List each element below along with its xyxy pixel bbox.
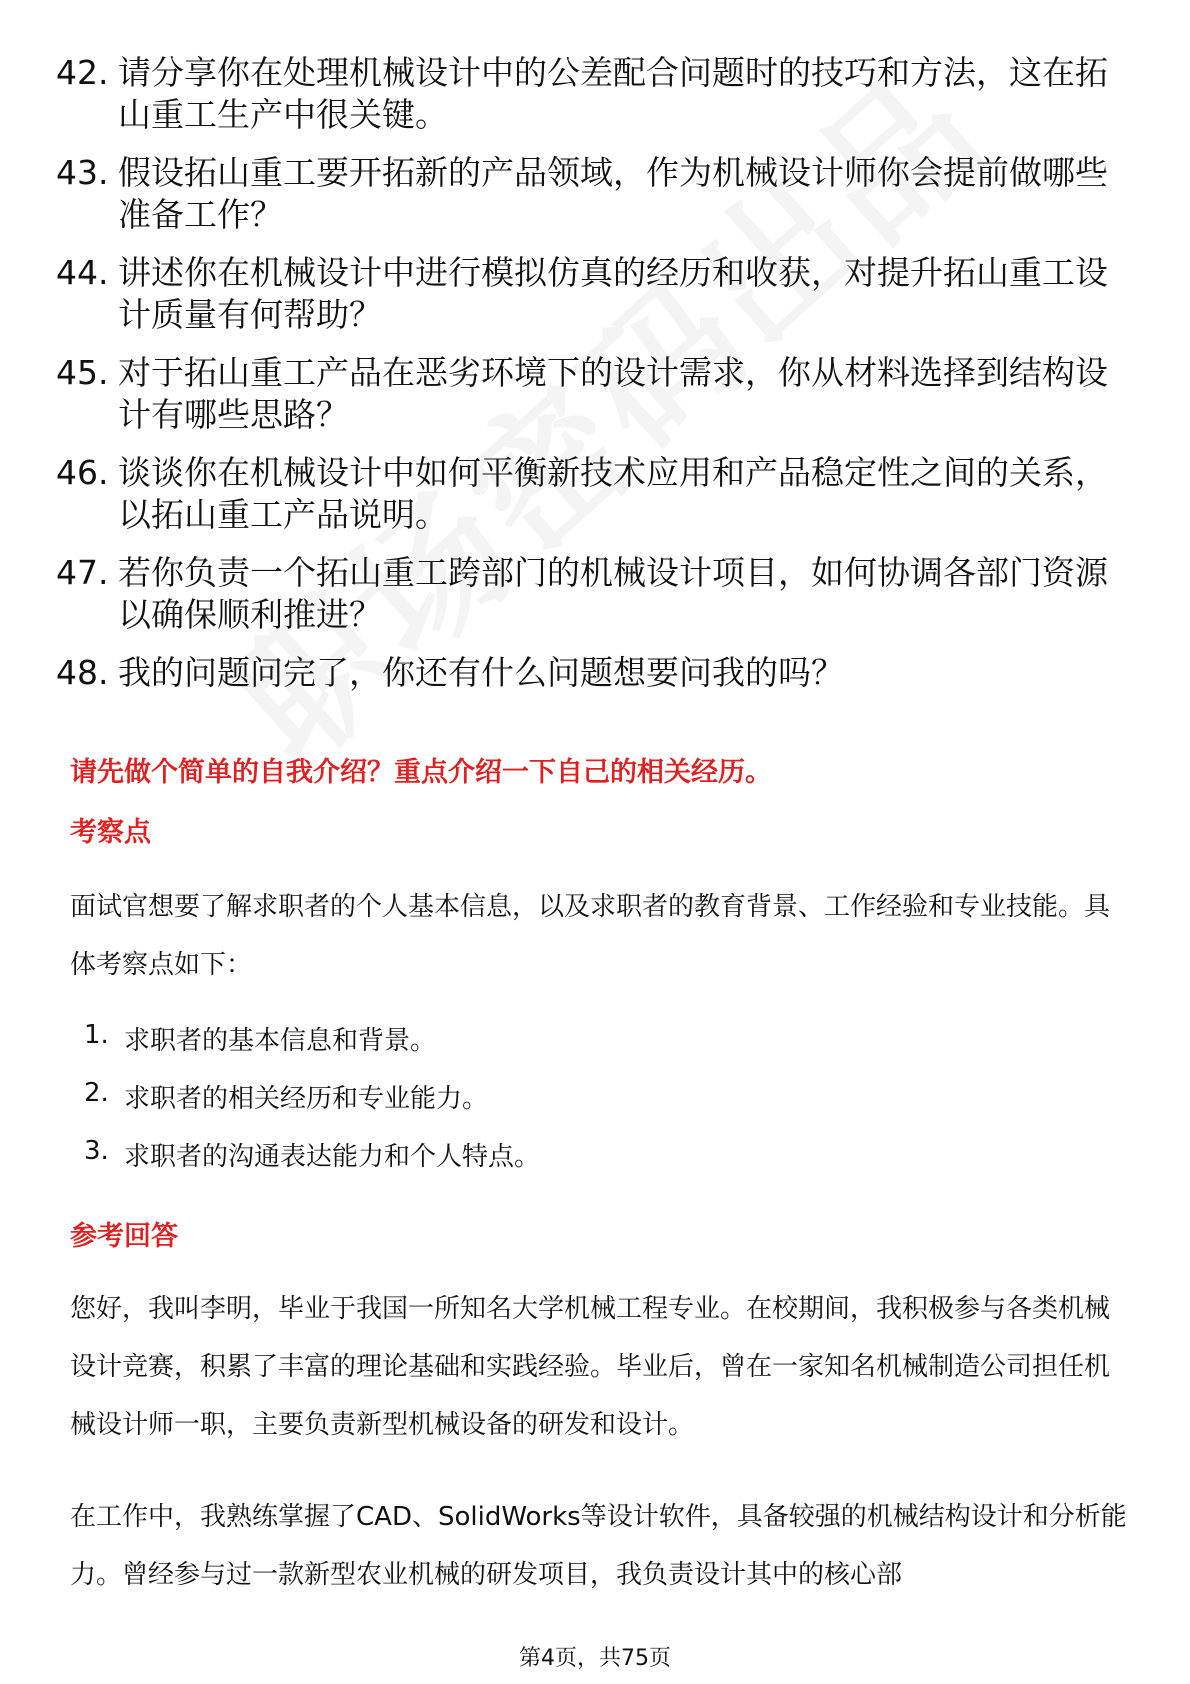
question-text: 假设拓山重工要开拓新的产品领域，作为机械设计师你会提前做哪些准备工作？ <box>118 153 1108 234</box>
answer-paragraph: 您好，我叫李明，毕业于我国一所知名大学机械工程专业。在校期间，我积极参与各类机械设计竞赛，积累了丰富的理论基础和实践经验。毕业后，曾在一家知名机械制造公司担任机械设计师一职，主要负责新型机械设备的研发和设计。 <box>70 1294 1111 1440</box>
question-item <box>56 352 1126 436</box>
focus-point-number: 3. <box>84 1136 109 1166</box>
question-text: 请分享你在处理机械设计中的公差配合问题时的技巧和方法，这在拓山重工生产中很关键。 <box>118 53 1108 134</box>
focus-point-text: 求职者的沟通表达能力和个人特点。 <box>124 1142 541 1172</box>
focus-point-number: 2. <box>84 1078 109 1108</box>
focus-point <box>84 1136 540 1194</box>
focus-point-text: 求职者的基本信息和背景。 <box>124 1026 437 1056</box>
page-footer: 第4页，共75页 <box>519 1646 671 1671</box>
focus-heading: 考察点 <box>70 817 151 848</box>
question-number: 43. <box>56 153 109 192</box>
question-text: 我的问题问完了，你还有什么问题想要问我的吗？ <box>118 653 844 692</box>
question-number: 45. <box>56 353 109 392</box>
focus-point <box>84 1020 540 1078</box>
focus-point-list <box>84 1020 540 1194</box>
question-text: 谈谈你在机械设计中如何平衡新技术应用和产品稳定性之间的关系，以拓山重工产品说明。 <box>118 453 1108 534</box>
focus-point <box>84 1078 540 1136</box>
question-item <box>56 52 1126 136</box>
question-number: 44. <box>56 253 109 292</box>
question-list <box>56 52 1126 710</box>
focus-intro: 面试官想要了解求职者的个人基本信息，以及求职者的教育背景、工作经验和专业技能。具体考察点如下： <box>70 892 1111 980</box>
question-number: 42. <box>56 53 109 92</box>
question-item <box>56 552 1126 636</box>
answer-paragraph: 在工作中，我熟练掌握了CAD、SolidWorks等设计软件，具备较强的机械结构设计和分析能力。曾经参与过一款新型农业机械的研发项目，我负责设计其中的核心部 <box>70 1502 1127 1590</box>
question-number: 47. <box>56 553 109 592</box>
question-text: 对于拓山重工产品在恶劣环境下的设计需求，你从材料选择到结构设计有哪些思路？ <box>118 353 1108 434</box>
focus-point-number: 1. <box>84 1020 109 1050</box>
focus-point-text: 求职者的相关经历和专业能力。 <box>124 1084 489 1114</box>
interview-question-title: 请先做个简单的自我介绍？重点介绍一下自己的相关经历。 <box>70 757 772 788</box>
question-item <box>56 452 1126 536</box>
question-text: 讲述你在机械设计中进行模拟仿真的经历和收获，对提升拓山重工设计质量有何帮助？ <box>118 253 1108 334</box>
answer-heading: 参考回答 <box>70 1221 178 1252</box>
question-text: 若你负责一个拓山重工跨部门的机械设计项目，如何协调各部门资源以确保顺利推进？ <box>118 553 1108 634</box>
question-number: 46. <box>56 453 109 492</box>
question-item <box>56 652 1126 694</box>
question-item <box>56 152 1126 236</box>
question-number: 48. <box>56 653 109 692</box>
question-item <box>56 252 1126 336</box>
